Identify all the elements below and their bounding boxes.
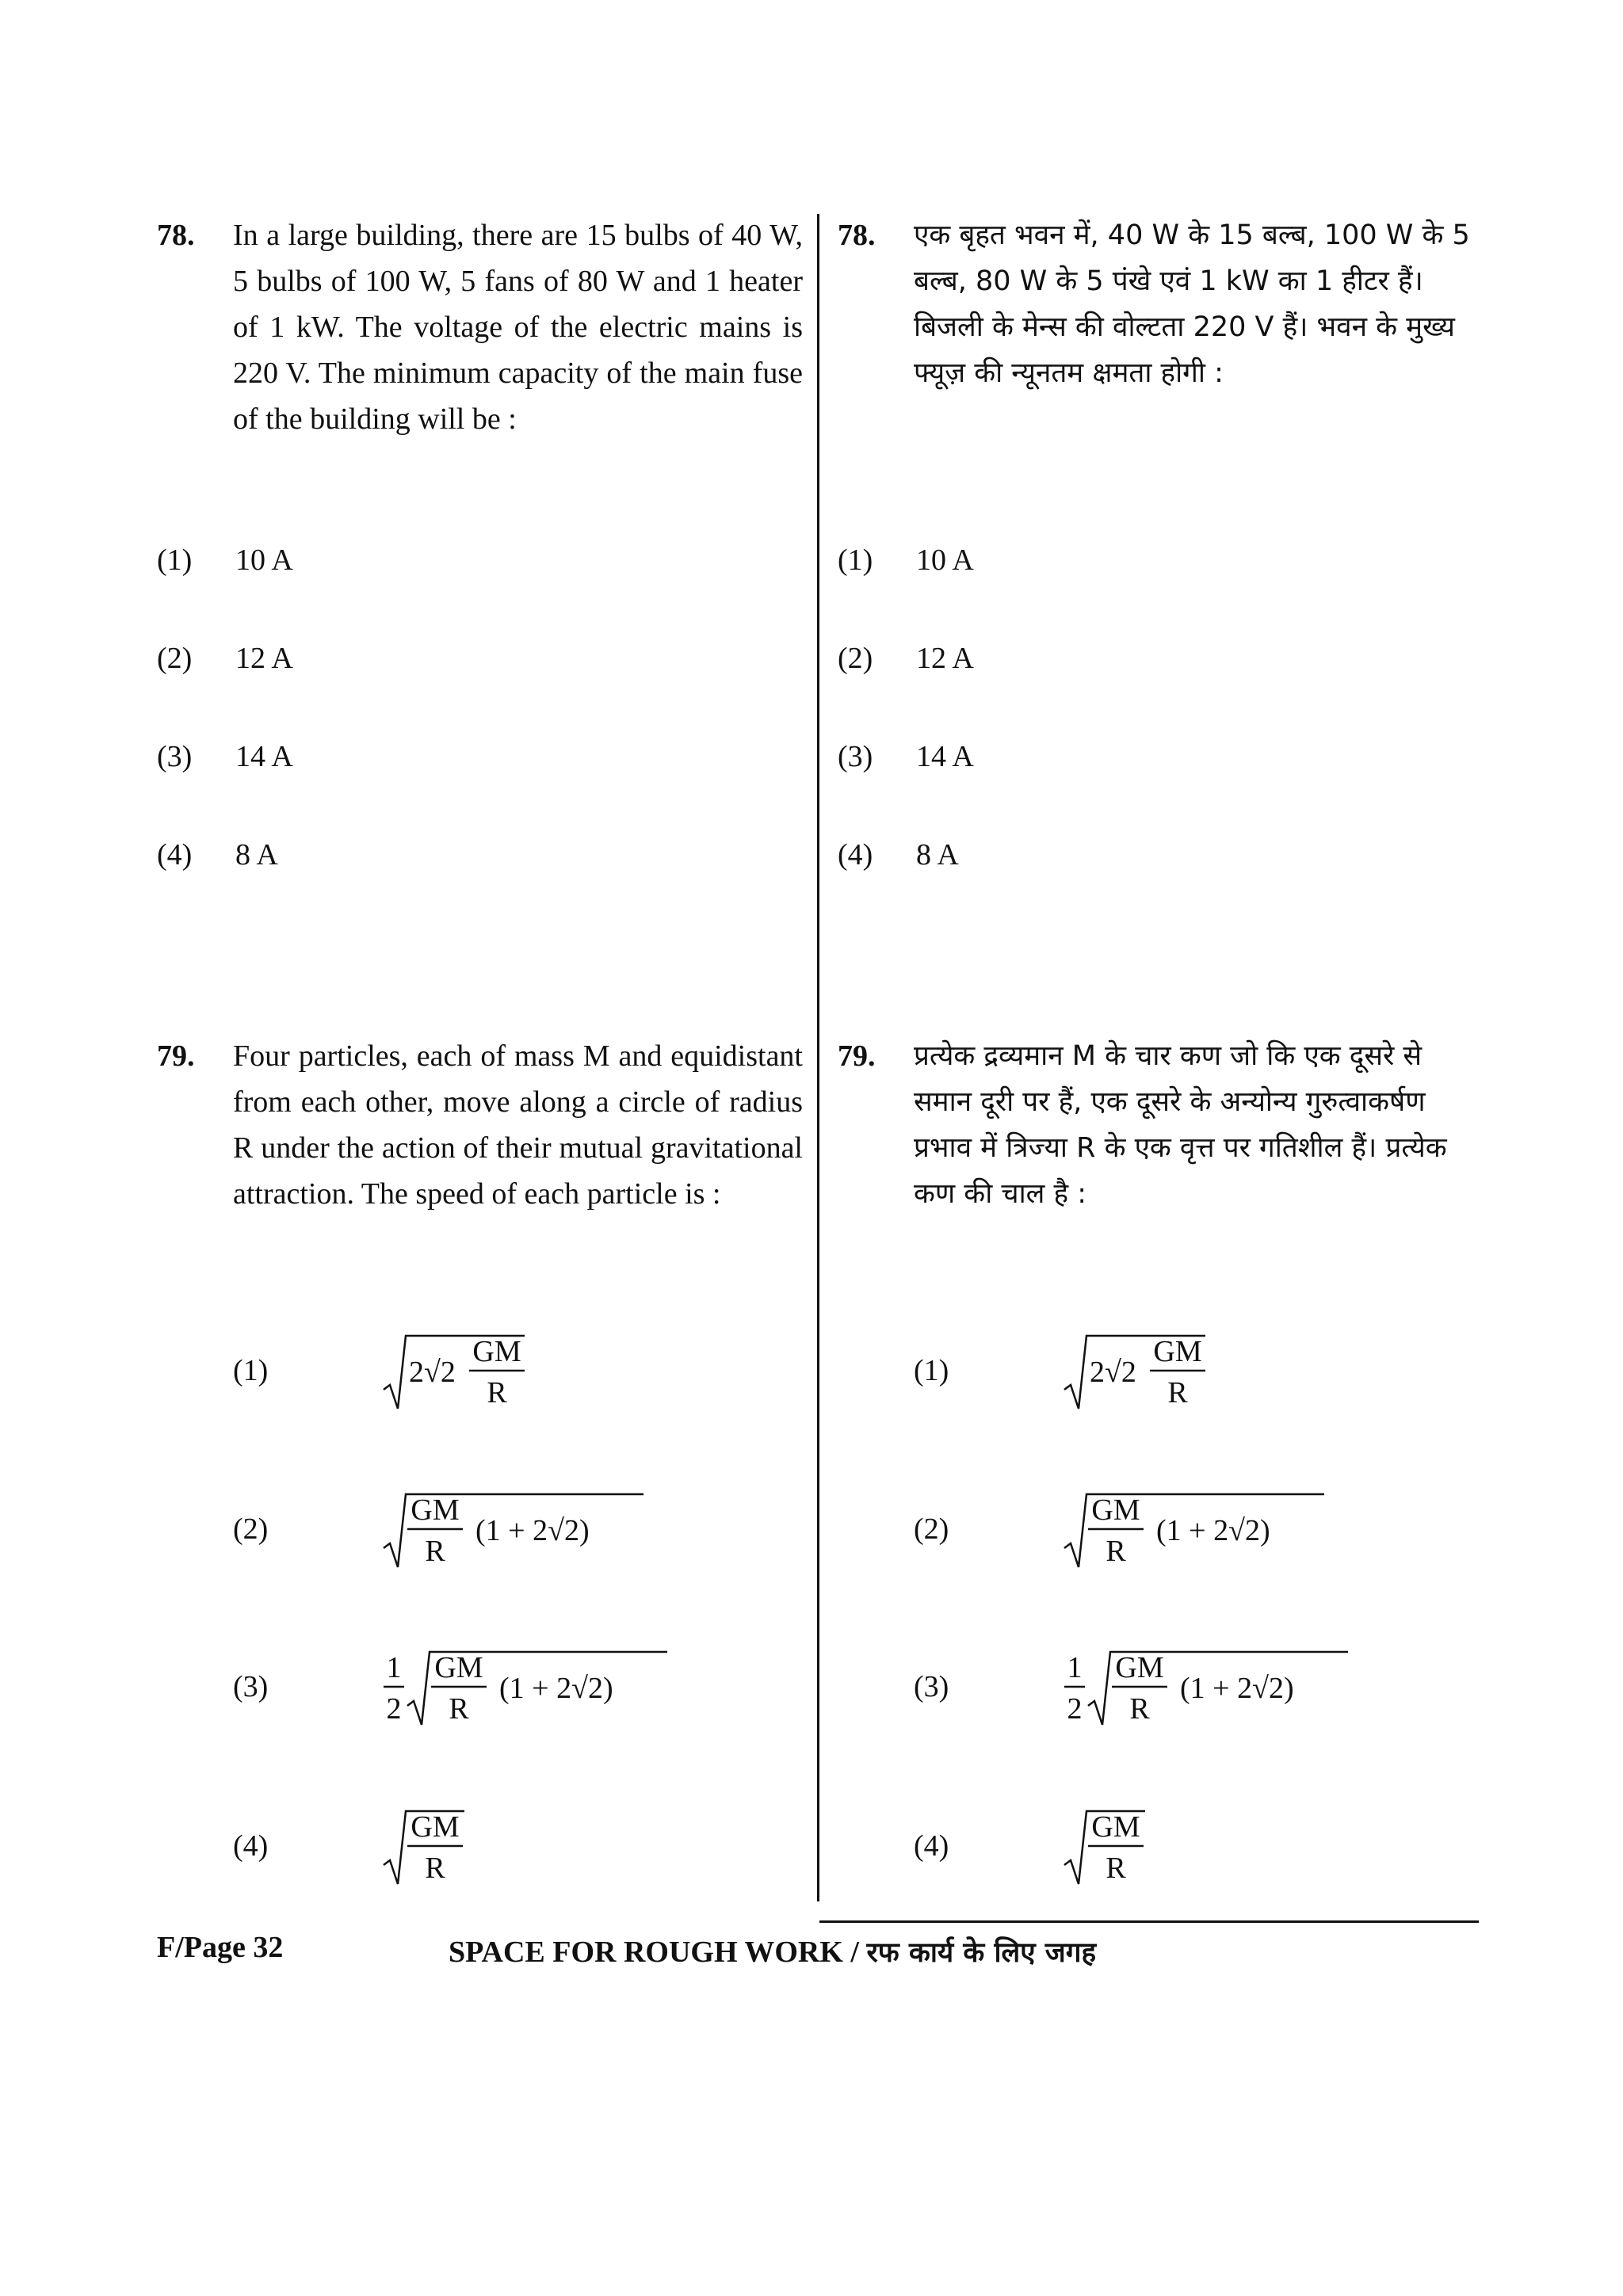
fraction-gm-r-numerator: GM <box>411 1493 460 1527</box>
option-number: (1) <box>157 543 193 577</box>
factor-1-plus-2root2: (1 + 2√2) <box>1156 1514 1270 1547</box>
factor-1-plus-2root2: (1 + 2√2) <box>475 1514 590 1547</box>
fraction-gm-r-numerator: GM <box>1091 1493 1140 1527</box>
option-number: (4) <box>157 838 193 871</box>
option-2 <box>233 1493 788 1568</box>
coefficient-2root2: 2√2 <box>1090 1356 1136 1389</box>
option-1 <box>914 1335 1468 1409</box>
factor-1-plus-2root2: (1 + 2√2) <box>1180 1672 1294 1705</box>
rough-work-label <box>449 1930 1096 1976</box>
formula-opt3 <box>1064 1646 1397 1741</box>
option-1 <box>81 543 794 590</box>
option-number: (2) <box>838 642 873 675</box>
option-1 <box>762 543 1475 590</box>
option-4 <box>81 837 794 885</box>
option-number: (3) <box>233 1670 269 1703</box>
fraction-half-denominator: 2 <box>386 1692 402 1726</box>
option-number: (1) <box>838 543 873 577</box>
formula-opt2 <box>1064 1488 1397 1583</box>
question-number: 79. <box>157 1039 195 1073</box>
fraction-half-numerator: 1 <box>386 1651 402 1684</box>
formula-opt3 <box>384 1646 716 1741</box>
option-value: 12 A <box>235 642 293 675</box>
option-number: (3) <box>914 1670 949 1703</box>
right-column <box>838 0 1484 1917</box>
option-number: (2) <box>157 642 193 675</box>
fraction-gm-r-denominator: R <box>425 1852 445 1885</box>
option-4 <box>233 1810 788 1885</box>
rough-work-hi: रफ कार्य के लिए जगह <box>866 1937 1097 1969</box>
option-number: (1) <box>233 1354 269 1387</box>
column-divider <box>817 214 819 1901</box>
coefficient-2root2: 2√2 <box>409 1356 456 1389</box>
fraction-gm-r-denominator: R <box>487 1376 507 1409</box>
fraction-gm-r-numerator: GM <box>472 1335 521 1368</box>
fraction-gm-r-numerator: GM <box>411 1810 460 1844</box>
fraction-gm-r-numerator: GM <box>1115 1651 1164 1684</box>
option-number: (4) <box>838 838 873 871</box>
question-text: In a large building, there are 15 bulbs of 40 W, 5 bulbs of 100 W, 5 fans of 80 W and 1 heater of 1 kW. The voltage of the electric mains is 220 V. The minimum capacity of the main fuse of the building will be : <box>233 219 803 436</box>
footer-rule <box>819 1920 1479 1923</box>
option-value: 14 A <box>916 740 974 773</box>
option-2 <box>762 641 1475 688</box>
question-number: 78. <box>157 219 195 252</box>
rough-work-en: SPACE FOR ROUGH WORK / <box>449 1936 859 1969</box>
fraction-gm-r-numerator: GM <box>1091 1810 1140 1844</box>
fraction-gm-r-numerator: GM <box>434 1651 483 1684</box>
question-number: 79. <box>838 1039 876 1073</box>
factor-1-plus-2root2: (1 + 2√2) <box>499 1672 613 1705</box>
option-number: (2) <box>914 1512 949 1546</box>
left-column <box>157 0 803 1917</box>
question-text: प्रत्येक द्रव्यमान M के चार कण जो कि एक दूसरे से समान दूरी पर हैं, एक दूसरे के अन्योन्य गुरुत्वाकर्षण प्रभाव में त्रिज्या R के एक वृत्त पर गतिशील हैं। प्रत्येक कण की चाल है : <box>914 1040 1447 1210</box>
fraction-gm-r-denominator: R <box>425 1535 445 1568</box>
fraction-gm-r-denominator: R <box>1106 1535 1126 1568</box>
option-3 <box>233 1651 788 1726</box>
option-value: 12 A <box>916 642 974 675</box>
fraction-gm-r-denominator: R <box>1129 1692 1150 1726</box>
option-number: (3) <box>838 740 873 773</box>
option-2 <box>81 641 794 688</box>
question-text: Four particles, each of mass M and equidistant from each other, move along a circle of radius R under the action of their mutual gravitational attraction. The speed of each particle is : <box>233 1039 803 1211</box>
formula-opt1 <box>384 1329 716 1425</box>
option-value: 8 A <box>916 838 959 871</box>
option-number: (4) <box>914 1829 949 1863</box>
question-text: एक बृहत भवन में, 40 W के 15 बल्ब, 100 W के 5 बल्ब, 80 W के 5 पंखे एवं 1 kW का 1 हीटर हैं। बिजली के मेन्स की वोल्टता 220 V हैं। भवन के मुख्य फ्यूज़ की न्यूनतम क्षमता होगी : <box>914 219 1470 389</box>
option-value: 10 A <box>235 543 293 577</box>
option-1 <box>233 1335 788 1409</box>
formula-opt1 <box>1064 1329 1397 1425</box>
fraction-half-numerator: 1 <box>1067 1651 1083 1684</box>
option-number: (3) <box>157 740 193 773</box>
fraction-gm-r-numerator: GM <box>1153 1335 1202 1368</box>
option-number: (1) <box>914 1354 949 1387</box>
option-value: 10 A <box>916 543 974 577</box>
formula-opt4 <box>384 1805 716 1900</box>
option-3 <box>81 739 794 787</box>
option-4 <box>914 1810 1468 1885</box>
fraction-gm-r-denominator: R <box>449 1692 469 1726</box>
formula-opt2 <box>384 1488 716 1583</box>
fraction-gm-r-denominator: R <box>1167 1376 1188 1409</box>
option-4 <box>762 837 1475 885</box>
option-number: (2) <box>233 1512 269 1546</box>
option-3 <box>762 739 1475 787</box>
option-3 <box>914 1651 1468 1726</box>
fraction-half-denominator: 2 <box>1067 1692 1083 1726</box>
option-number: (4) <box>233 1829 269 1863</box>
fraction-gm-r-denominator: R <box>1106 1852 1126 1885</box>
option-value: 8 A <box>235 838 278 871</box>
question-number: 78. <box>838 219 876 252</box>
formula-opt4 <box>1064 1805 1397 1900</box>
page-number: F/Page 32 <box>157 1931 284 1964</box>
option-2 <box>914 1493 1468 1568</box>
option-value: 14 A <box>235 740 293 773</box>
